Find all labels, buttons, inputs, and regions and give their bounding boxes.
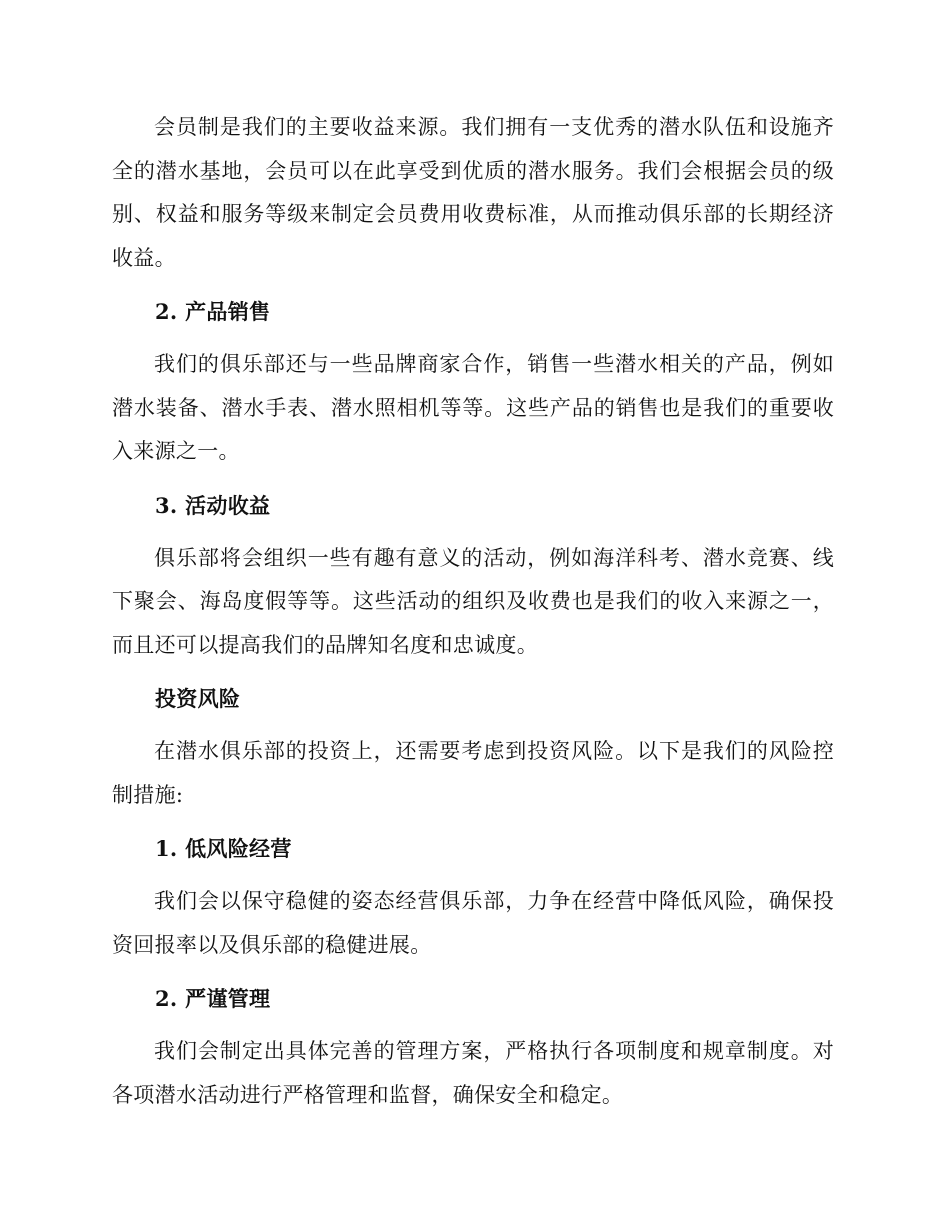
paragraph-strict-management: 我们会制定出具体完善的管理方案，严格执行各项制度和规章制度。对各项潜水活动进行严格管理和监督，确保安全和稳定。	[112, 1039, 834, 1107]
spacer	[112, 280, 834, 290]
spacer	[112, 817, 834, 827]
paragraph-activity-revenue: 俱乐部将会组织一些有趣有意义的活动，例如海洋科考、潜水竞赛、线下聚会、海岛度假等等。这些活动的组织及收费也是我们的收入来源之一，而且还可以提高我们的品牌知名度和忠诚度。	[112, 545, 834, 657]
spacer	[112, 667, 834, 677]
spacer	[112, 1020, 834, 1030]
heading-product-sales: 2. 产品销售	[155, 299, 271, 324]
spacer	[112, 967, 834, 977]
paragraph-investment-risk: 在潜水俱乐部的投资上，还需要考虑到投资风险。以下是我们的风险控制措施:	[112, 739, 834, 807]
heading-low-risk-operation: 1. 低风险经营	[155, 836, 292, 861]
paragraph-product-sales: 我们的俱乐部还与一些品牌商家合作，销售一些潜水相关的产品，例如潜水装备、潜水手表、潜水照相机等等。这些产品的销售也是我们的重要收入来源之一。	[112, 352, 834, 463]
paragraph-low-risk-operation: 我们会以保守稳健的姿态经营俱乐部，力争在经营中降低风险，确保投资回报率以及俱乐部的稳健进展。	[112, 889, 834, 957]
heading-activity-revenue: 3. 活动收益	[155, 492, 271, 518]
paragraph-membership-revenue: 会员制是我们的主要收益来源。我们拥有一支优秀的潜水队伍和设施齐全的潜水基地，会员可以在此享受到优质的潜水服务。我们会根据会员的级别、权益和服务等级来制定会员费用收费标准，从而推动俱乐部的长期经济收益。	[112, 115, 834, 270]
spacer	[112, 870, 834, 880]
document-page	[112, 106, 834, 1117]
spacer	[112, 474, 834, 484]
heading-strict-management: 2. 严谨管理	[155, 986, 271, 1011]
spacer	[112, 527, 834, 537]
spacer	[112, 333, 834, 343]
spacer	[112, 720, 834, 730]
heading-investment-risk: 投资风险	[155, 686, 241, 711]
